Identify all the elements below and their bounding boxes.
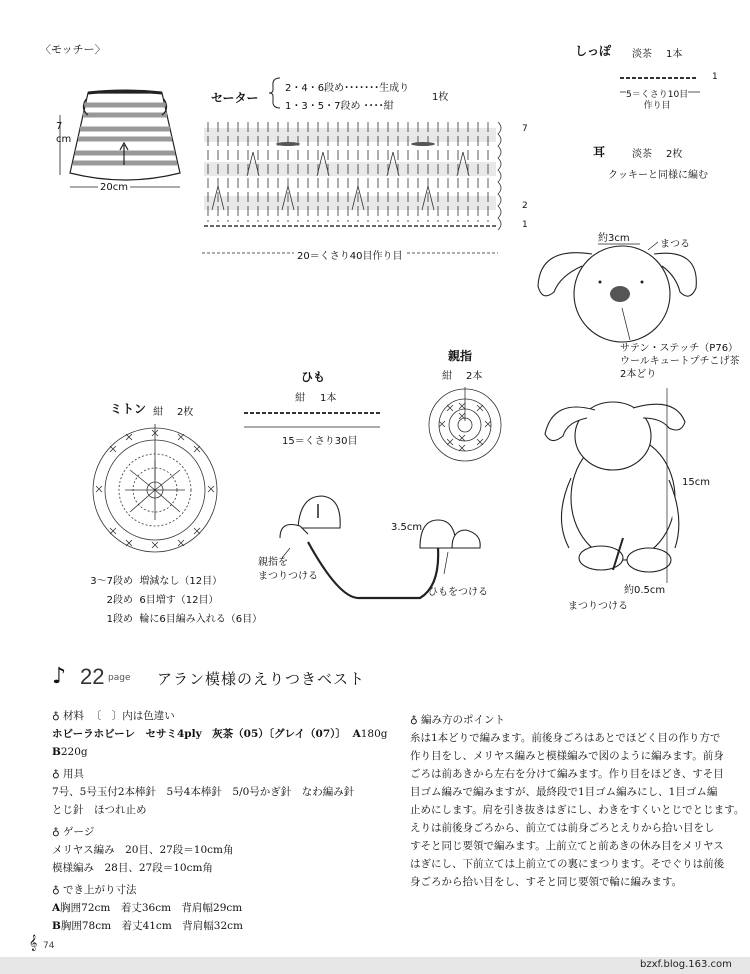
materials-b-line — [52, 743, 388, 761]
apple-icon: ♁ — [52, 710, 60, 722]
sweater-title: セーター — [211, 91, 259, 105]
apple-icon: ♁ — [410, 714, 418, 726]
mitten-row-text: 増減なし（12目） — [139, 576, 223, 587]
section-page-word: page — [108, 673, 131, 683]
finished-b-label: B — [52, 920, 61, 932]
tools-heading: 用具 — [63, 768, 85, 780]
finished-heading: でき上がり寸法 — [63, 884, 137, 896]
ear-color: 淡茶 — [632, 149, 652, 160]
head-stitch-line-1: サテン・ステッチ（P76） — [620, 343, 739, 354]
materials-heading-line — [52, 707, 388, 725]
footer-page-number: 74 — [43, 941, 55, 951]
bunny-body-drawing — [535, 388, 710, 603]
apple-icon: ♁ — [52, 884, 60, 896]
finished-a-label: A — [52, 902, 61, 914]
materials-a-label: A — [352, 728, 361, 740]
finished-heading-line — [52, 881, 388, 899]
spec-column — [52, 707, 388, 935]
body-height-label: 15cm — [682, 477, 710, 488]
section-page-number: 22 — [80, 664, 105, 689]
points-line: 身ごろから拾い目をし、すそと同じ要領で輪に編みます。 — [410, 876, 683, 888]
materials-heading: 材料 — [63, 710, 85, 722]
string-count: 1本 — [320, 393, 337, 404]
gauge-line-1: メリヤス編み 20目、27段＝10cm角 — [52, 844, 234, 856]
finished-a-text: 胸囲72cm 着丈36cm 背肩幅29cm — [60, 902, 243, 914]
sweater-width-label: 20＝くさり40目作り目 — [294, 247, 405, 262]
points-line: 目ゴム編みで編みますが、最終段で1目ゴム編みにし、1目ゴム編 — [410, 786, 718, 798]
mitten-stitch-chart — [90, 420, 220, 560]
body-size-label: 約0.5cm — [624, 585, 666, 596]
mitten-count: 2枚 — [177, 407, 194, 418]
ear-count: 2枚 — [666, 149, 683, 160]
materials-b-weight: 220g — [60, 746, 88, 758]
points-line: 糸は1本どりで編みます。前後身ごろはあとでほどく目の作り方で — [410, 732, 721, 744]
thumb-title: 親指 — [448, 349, 473, 363]
tail-count: 1本 — [666, 49, 683, 60]
head-stitch-line-3: 2本どり — [620, 369, 657, 380]
ear-note: クッキーと同様に編む — [608, 170, 708, 181]
finished-a-line — [52, 899, 388, 917]
sweater-row-mark-1: 1 — [522, 220, 528, 230]
thumb-color: 紺 — [442, 371, 452, 382]
sweater-stitch-chart — [198, 114, 508, 234]
points-heading: 編み方のポイント — [421, 714, 506, 726]
section-title: アラン模様のえりつきベスト — [157, 670, 366, 688]
mochi-title: 〈モッチー〉 — [40, 43, 106, 56]
materials-note: 〔 〕内は色違い — [90, 710, 175, 722]
tools-line-2: とじ針 ほつれ止め — [52, 804, 147, 816]
tools-line-1: 7号、5号玉付2本棒針 5号4本棒針 5/0号かぎ針 なわ編み針 — [52, 786, 355, 798]
materials-a-weight: 180g — [360, 728, 388, 740]
gauge-heading: ゲージ — [63, 826, 95, 838]
sweater-row-mark-2: 2 — [522, 201, 528, 211]
gauge-heading-line — [52, 823, 388, 841]
thumb-count: 2本 — [466, 371, 483, 382]
thumb-stitch-chart — [425, 385, 505, 465]
mitten-row-text: 6目増す（12目） — [139, 595, 219, 606]
body-callout: まつりつける — [568, 601, 628, 612]
points-line: えりは前後身ごろから、前立ては前身ごろとえりから拾い目をし — [410, 822, 715, 834]
points-line: ごろは前あきから左右を分けて編みます。作り目をほどき、すそ目 — [410, 768, 724, 780]
materials-b-label: B — [52, 746, 61, 758]
skirt-height-label: 7 cm — [56, 121, 72, 145]
points-heading-line — [410, 711, 748, 729]
footer-site: bzxf.blog.163.com — [640, 959, 732, 970]
assembly-size-label: 3.5cm — [391, 522, 423, 533]
bunny-head-drawing — [530, 236, 705, 346]
ear-title: 耳 — [593, 145, 606, 159]
tools-heading-line — [52, 765, 388, 783]
assembly-label-right: ひもをつける — [428, 587, 488, 598]
head-stitch-line-2: ウールキュートプチこげ茶 — [620, 356, 740, 367]
points-line: はぎにし、下前立ては上前立ての裏にまつります。そでぐりは前後 — [410, 858, 725, 870]
sweater-row-a: 2・4・6段め･･･････生成り — [285, 83, 410, 94]
apple-icon: ♁ — [52, 768, 60, 780]
mitten-title: ミトン — [110, 402, 147, 416]
mitten-row-text: 輪に6目編み入れる（6目） — [139, 614, 263, 625]
assembly-label-left: 親指を まつりつける — [258, 557, 318, 582]
string-title: ひも — [301, 370, 326, 384]
materials-yarn-line — [52, 725, 388, 743]
sweater-row-b: 1・3・5・7段め ････紺 — [285, 101, 394, 112]
mitten-color: 紺 — [153, 407, 163, 418]
skirt-width-label: 20cm — [100, 182, 128, 193]
mitten-rows — [73, 572, 262, 629]
string-width-label: 15＝くさり30目 — [280, 432, 359, 447]
string-color: 紺 — [295, 393, 305, 404]
mitten-row-label: 2段め — [106, 595, 133, 606]
gauge-line-2: 模様編み 28目、27段＝10cm角 — [52, 862, 213, 874]
footer-bar — [0, 957, 750, 974]
tail-color: 淡茶 — [632, 49, 652, 60]
footer-clef-icon: 𝄞 — [29, 935, 38, 951]
tail-title: しっぽ — [575, 44, 612, 58]
points-line: 作り目をし、メリヤス編みと模様編みで図のように編みます。前身 — [410, 750, 724, 762]
materials-yarn: ホビーラホビーレ セサミ4ply 灰茶（05）〔グレイ（07）〕 — [52, 728, 346, 740]
mitten-row-label: 1段め — [106, 614, 133, 625]
tail-mark: 1 — [712, 72, 718, 82]
finished-b-text: 胸囲78cm 着丈41cm 背肩幅32cm — [60, 920, 243, 932]
apple-icon: ♁ — [52, 826, 60, 838]
sweater-count: 1枚 — [432, 92, 449, 103]
points-column — [410, 711, 748, 891]
head-size-label: 約3cm — [598, 233, 630, 244]
music-note-icon: ♪ — [52, 664, 67, 689]
string-chain-chart — [240, 405, 385, 435]
finished-b-line — [52, 917, 388, 935]
head-stitch-note — [620, 342, 740, 381]
tail-width-label: 5＝くさり10目 作り目 — [626, 90, 689, 111]
points-line: 止めにします。肩を引き抜きはぎにし、わきをすくいとじでとじます。 — [410, 804, 745, 816]
sweater-brace — [268, 76, 282, 110]
mitten-row-label: 3〜7段め — [90, 576, 133, 587]
sweater-row-mark-7: 7 — [522, 124, 528, 134]
points-line: すそと同じ要領で編みます。上前立てと前あきの休み目をメリヤス — [410, 840, 724, 852]
head-callout: まつる — [660, 239, 690, 250]
